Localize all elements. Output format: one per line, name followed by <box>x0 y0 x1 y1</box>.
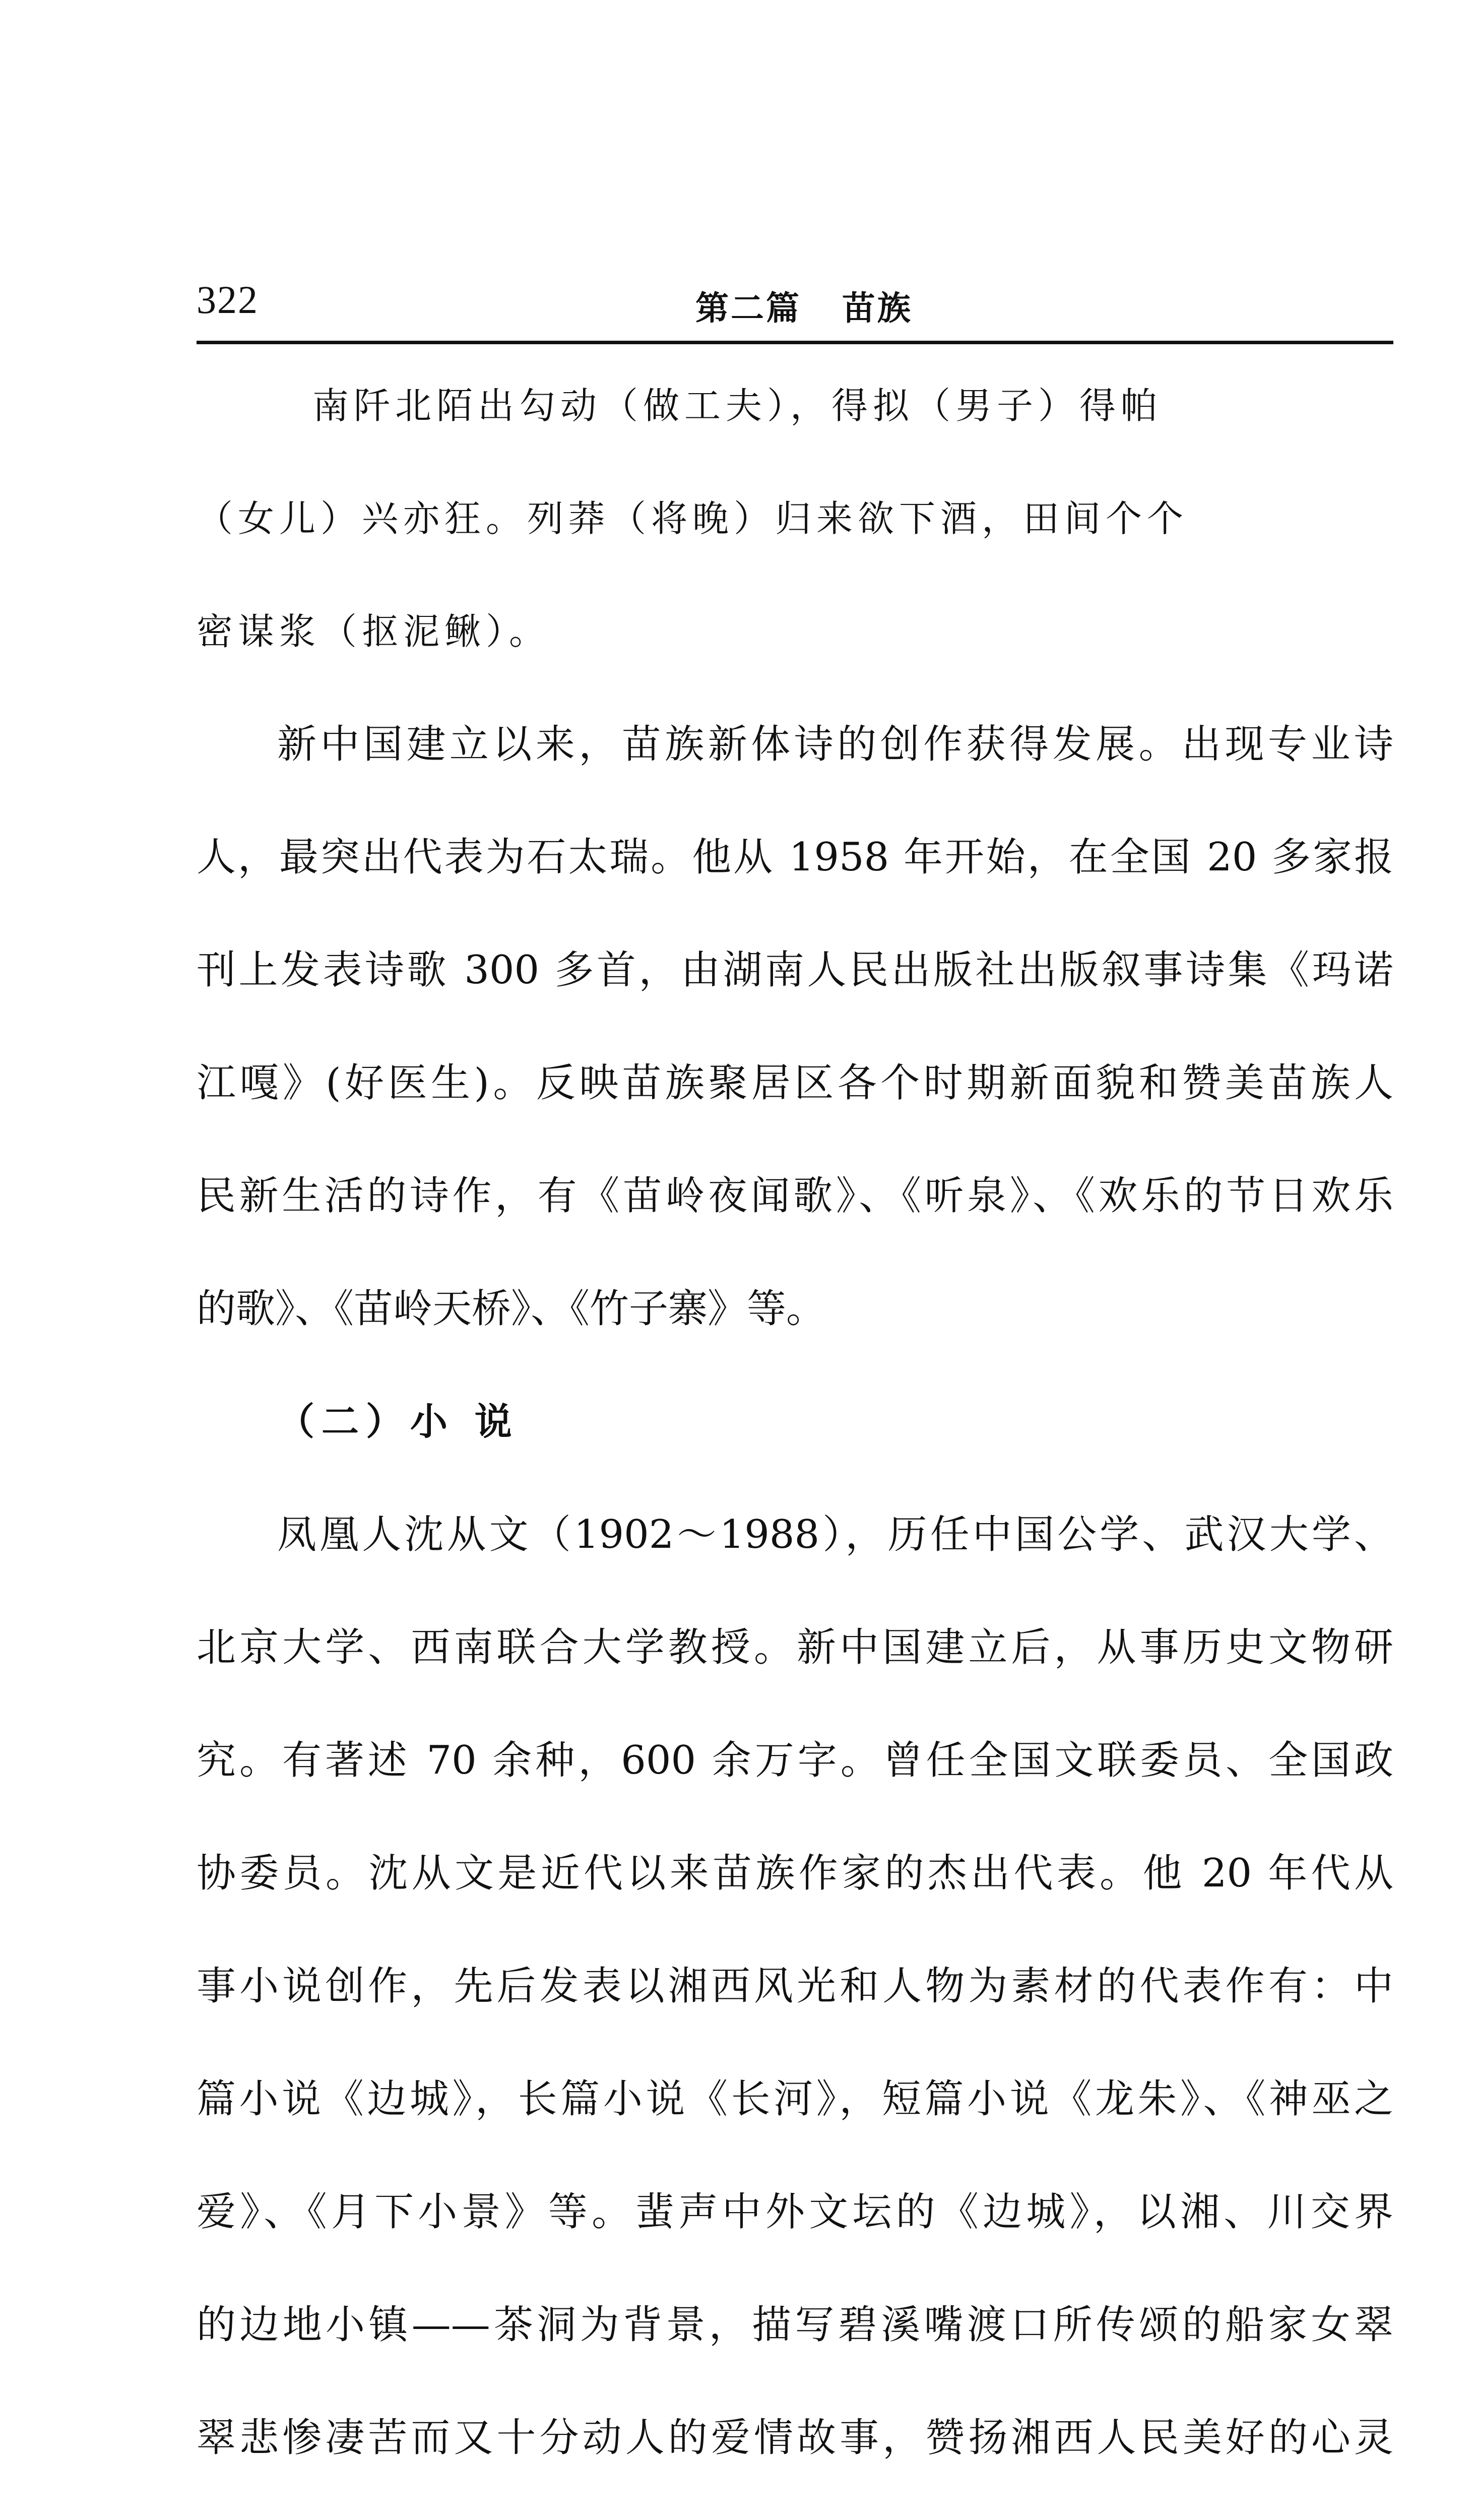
verse-line: （女儿）兴亦狂。列莽（将晚）归来欲下酒，田间个个 <box>197 497 1189 540</box>
paragraph <box>197 717 1393 1394</box>
text-line: 新中国建立以来，苗族新体诗的创作获得发展。出现专业诗 <box>277 722 1393 767</box>
text-line: 爱》、《月下小景》等。蜚声中外文坛的《边城》，以湘、川交界 <box>197 2189 1393 2235</box>
text-line: 刊上发表诗歌 300 多首，由湖南人民出版社出版叙事诗集《玛诺 <box>197 948 1393 993</box>
text-line: 事小说创作，先后发表以湘西风光和人物为素材的代表作有：中 <box>197 1964 1393 2009</box>
text-line: 翠悲惨凄苦而又十分动人的爱情故事，赞扬湘西人民美好的心灵 <box>197 2415 1393 2461</box>
text-line: 人，最突出代表为石太瑞。他从 1958 年开始，在全国 20 多家报 <box>197 835 1393 880</box>
running-head: 第二篇 苗族 <box>695 289 913 328</box>
paragraph <box>197 1507 1393 2520</box>
verse-line: 密谋浆（抠泥鳅）。 <box>197 610 551 653</box>
text-line: 凤凰人沈从文（1902～1988），历任中国公学、武汉大学、 <box>277 1512 1393 1557</box>
page-number: 322 <box>197 278 259 322</box>
header-rule <box>197 341 1393 344</box>
body-text <box>197 378 1393 2520</box>
verse-line: 南阡北陌出勾动（做工夫），得拟（男子）得帕 <box>312 385 1163 427</box>
text-line: 北京大学、西南联合大学教授。新中国建立后，从事历史文物研 <box>197 1625 1393 1670</box>
section-heading: （二）小 说 <box>277 1400 519 1443</box>
text-line: 的边地小镇——茶洞为背景，描写碧溪嘴渡口所传颂的船家女翠 <box>197 2302 1393 2348</box>
text-line: 协委员。沈从文是近代以来苗族作家的杰出代表。他 20 年代从 <box>197 1851 1393 1896</box>
text-line: 的歌》、《苗岭天桥》、《竹子寨》等。 <box>197 1286 826 1332</box>
text-line: 究。有著述 70 余种，600 余万字。曾任全国文联委员、全国政 <box>197 1738 1393 1783</box>
text-line: 民新生活的诗作，有《苗岭夜闻歌》、《听泉》、《欢乐的节日欢乐 <box>197 1173 1393 1219</box>
text-line: 篇小说《边城》，长篇小说《长河》，短篇小说《龙朱》、《神巫之 <box>197 2076 1393 2122</box>
verse-block <box>197 378 1393 717</box>
text-line: 江嘎》(好医生)。反映苗族聚居区各个时期新面貌和赞美苗族人 <box>197 1060 1393 1106</box>
page-header <box>197 267 1391 333</box>
